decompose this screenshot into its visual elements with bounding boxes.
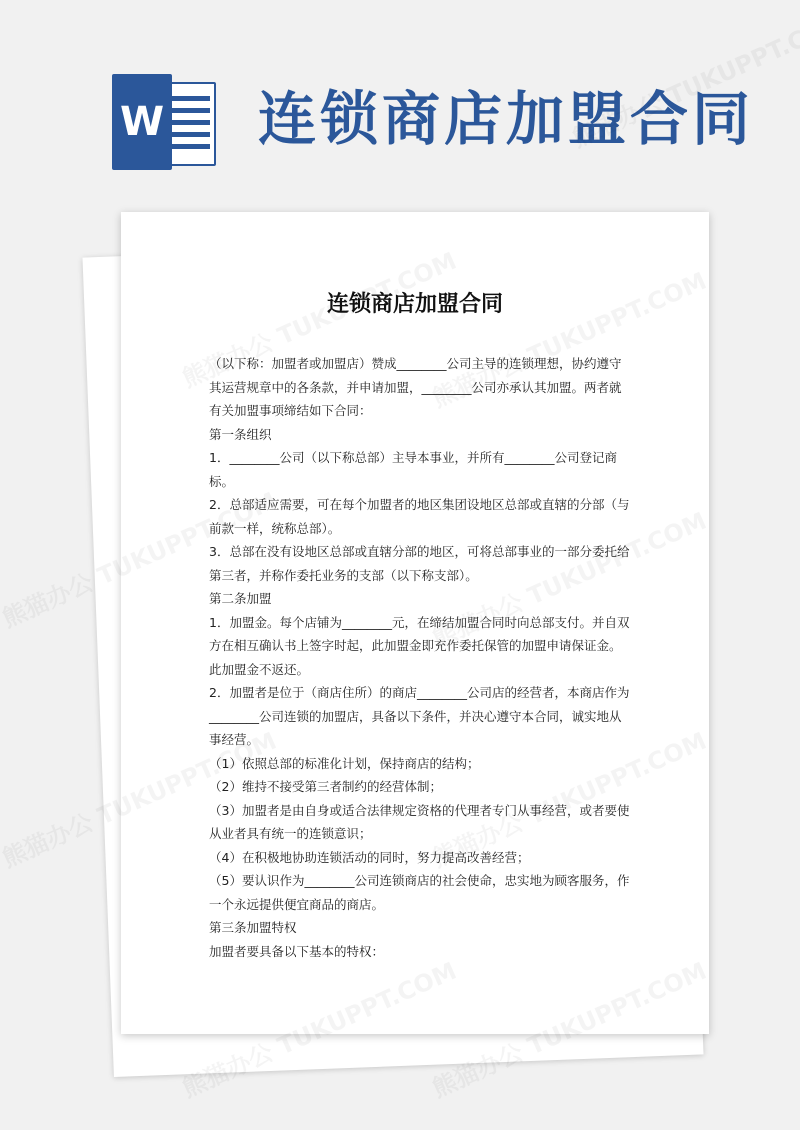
word-letter-icon: W [112, 74, 172, 170]
list-item: （5）要认识作为________公司连锁商店的社会使命，忠实地为顾客服务，作一个永远提供便宜商品的商店。 [209, 873, 630, 912]
section-heading: 第二条加盟 [209, 591, 272, 606]
paragraph: （以下称：加盟者或加盟店）赞成________公司主导的连锁理想，协约遵守其运营规章中的各条款，并申请加盟，________公司亦承认其加盟。两者就有关加盟事项缔结如下合同： [209, 356, 622, 418]
header-banner [0, 0, 800, 200]
banner-title: 连锁商店加盟合同 [258, 85, 755, 153]
word-document-icon [112, 74, 218, 170]
list-item: （3）加盟者是由自身或适合法律规定资格的代理者专门从事经营，或者要使从业者具有统一的连锁意识； [209, 802, 630, 841]
paragraph: 2．加盟者是位于（商店住所）的商店________公司店的经营者，本商店作为________公司连锁的加盟店，具备以下条件，并决心遵守本合同，诚实地从事经营。 [209, 685, 630, 747]
section-heading: 第一条组织 [209, 426, 272, 442]
list-item: （2）维持不接受第三者制约的经营体制； [209, 779, 442, 794]
document-page [121, 212, 709, 1034]
list-item: （1）依照总部的标准化计划，保持商店的结构； [209, 755, 480, 771]
document-body [209, 352, 633, 963]
paragraph: 2．总部适应需要，可在每个加盟者的地区集团设地区总部或直辖的分部（与前款一样，统称总部）。 [209, 497, 630, 536]
list-item: （4）在积极地协助连锁活动的同时，努力提高改善经营； [209, 849, 530, 865]
section-heading: 第三条加盟特权 [209, 920, 297, 935]
document-title: 连锁商店加盟合同 [326, 292, 503, 317]
paragraph: 1．________公司（以下称总部）主导本事业，并所有________公司登记商标。 [209, 450, 617, 489]
paragraph: 加盟者要具备以下基本的特权： [209, 943, 385, 959]
paragraph: 1．加盟金。每个店铺为________元，在缔结加盟合同时向总部支付。并自双方在相互确认书上签字时起，此加盟金即充作委托保管的加盟申请保证金。此加盟金不返还。 [209, 614, 630, 677]
paragraph: 3．总部在没有设地区总部或直辖分部的地区，可将总部事业的一部分委托给第三者，并称作委托业务的支部（以下称支部）。 [209, 544, 630, 583]
